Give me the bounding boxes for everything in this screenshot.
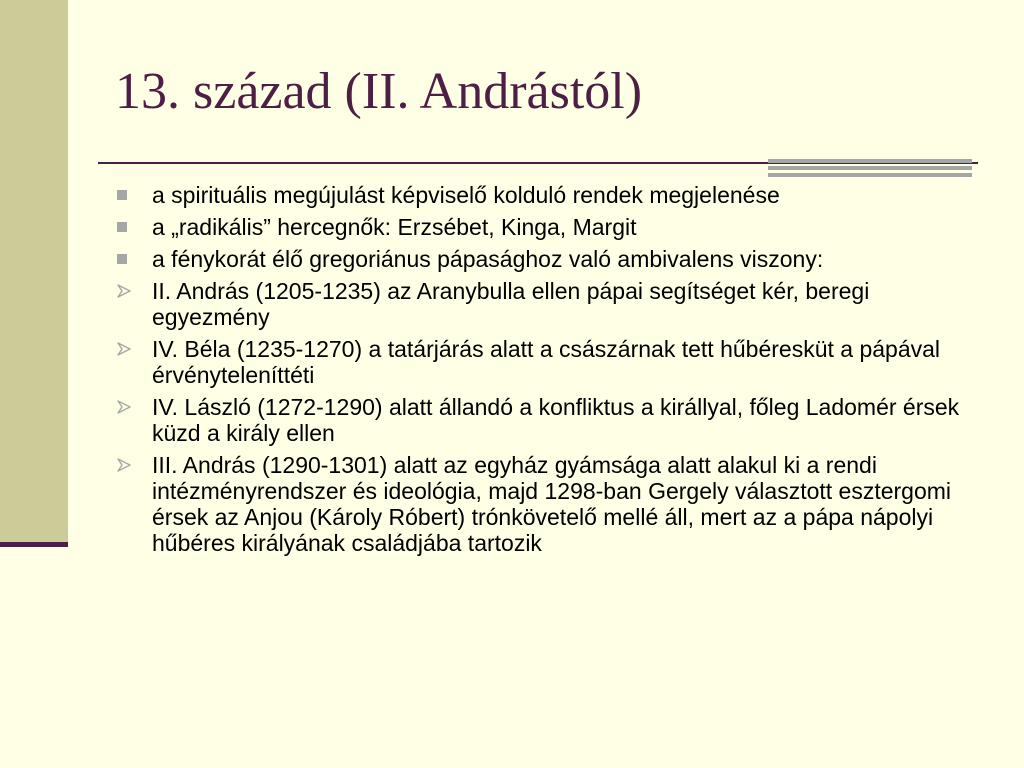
list-item-text: IV. Béla (1235-1270) a tatárjárás alatt a császárnak tett hűbéresküt a pápával érvényteleníttéti bbox=[152, 336, 941, 388]
list-item bbox=[116, 336, 976, 388]
list-item bbox=[116, 394, 976, 446]
square-bullet-icon bbox=[116, 246, 136, 272]
list-item bbox=[116, 278, 976, 330]
left-accent-bar bbox=[0, 542, 68, 547]
list-item-text: IV. László (1272-1290) alatt állandó a konfliktus a királlyal, főleg Ladomér érsek küzd a király ellen bbox=[152, 394, 960, 446]
arrow-bullet-icon bbox=[116, 278, 136, 304]
square-bullet-icon bbox=[116, 214, 136, 240]
list-item bbox=[116, 452, 976, 556]
list-item-text: II. András (1205-1235) az Aranybulla ellen pápai segítséget kér, beregi egyezmény bbox=[152, 278, 870, 330]
arrow-bullet-icon bbox=[116, 394, 136, 420]
slide-title: 13. század (II. Andrástól) bbox=[115, 63, 643, 120]
left-accent-band bbox=[0, 0, 68, 545]
list-item-text: III. András (1290-1301) alatt az egyház gyámsága alatt alakul ki a rendi intézményrendszer és ideológia, majd 1298-ban Gergely választott esztergomi érsek az Anjou (Károly Róbert) trónkövetelő mellé áll, mert az a pápa nápolyi hűbéres királyának családjába tartozik bbox=[152, 452, 952, 556]
square-bullet-icon bbox=[116, 182, 136, 208]
list-item-text: a spirituális megújulást képviselő kolduló rendek megjelenése bbox=[152, 182, 780, 208]
list-item-text: a fénykorát élő gregoriánus pápasághoz való ambivalens viszony: bbox=[152, 246, 824, 272]
list-item-text: a „radikális” hercegnők: Erzsébet, Kinga, Margit bbox=[152, 214, 637, 240]
title-divider-accent bbox=[768, 159, 972, 180]
list-item bbox=[116, 214, 976, 240]
bullet-list bbox=[116, 182, 976, 562]
arrow-bullet-icon bbox=[116, 452, 136, 478]
arrow-bullet-icon bbox=[116, 336, 136, 362]
list-item bbox=[116, 182, 976, 208]
list-item bbox=[116, 246, 976, 272]
